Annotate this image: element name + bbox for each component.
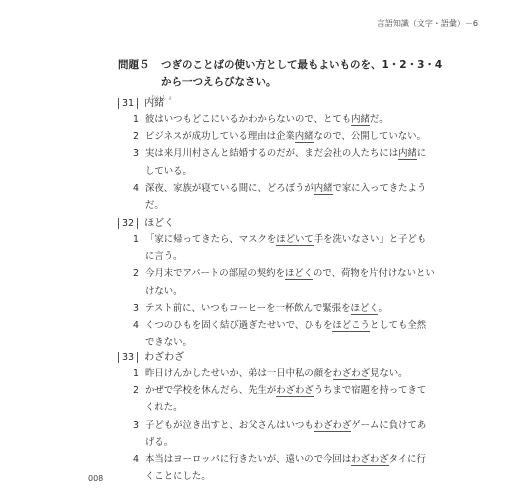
option-1 (118, 365, 458, 382)
option-4 (118, 317, 458, 351)
option-after: ので、荷物を片付けないといけない。 (145, 268, 435, 297)
option-after: うちまで宿題を持ってきてくれた。 (145, 385, 427, 414)
option-after: としても全然できない。 (145, 320, 427, 349)
option-text (118, 451, 435, 485)
option-3 (118, 300, 458, 317)
question-32 (118, 216, 458, 351)
option-target: ほどこう (332, 320, 370, 332)
option-3 (118, 145, 458, 179)
option-1 (118, 231, 458, 265)
option-target: 内緒 (398, 148, 417, 160)
question-word: 内緒 (144, 98, 165, 109)
option-after: 。 (378, 302, 388, 314)
option-text (118, 365, 435, 382)
option-2 (118, 382, 458, 416)
option-1 (118, 111, 458, 128)
option-before: くつのひもを固く結び過ぎたせいで、ひもを (145, 320, 333, 332)
option-text (118, 231, 435, 265)
option-text (118, 145, 435, 179)
question-number: 33 (118, 352, 138, 363)
option-target: わざわざ (276, 385, 314, 397)
option-text (118, 265, 435, 299)
option-number: 4 (133, 454, 139, 466)
question-31 (118, 96, 458, 214)
option-after: タイに行くことにした。 (145, 454, 426, 483)
option-after: だ。 (369, 114, 389, 125)
option-before: 子どもが泣き出すと、お父さんはいつも (145, 419, 314, 431)
option-before: ビジネスが成功している理由は企業 (145, 131, 295, 143)
question-head (118, 350, 458, 365)
option-number: 3 (133, 148, 139, 160)
question-word: ほどく (144, 218, 175, 229)
option-before: 「家に帰ってきたら、マスクを (145, 234, 277, 245)
option-target: わざわざ (332, 368, 371, 379)
option-before: 今月末でアパートの部屋の契約を (145, 268, 285, 280)
option-text (118, 317, 435, 351)
option-target: わざわざ (313, 419, 352, 431)
page-number: 008 (88, 474, 104, 483)
problem-number: 問題５ (118, 59, 150, 71)
option-target: 内緒 (313, 182, 333, 194)
option-4 (118, 180, 458, 214)
option-target: 内緒 (351, 114, 370, 125)
option-after: ゲームに負けてあげる。 (145, 419, 427, 448)
question-head (118, 216, 458, 231)
page-header: 言語知識（文字・語彙）－6 (376, 19, 478, 28)
option-target: ほどく (350, 302, 379, 314)
option-number: 2 (133, 385, 139, 397)
option-target: ほどく (284, 268, 314, 280)
option-after: にしている。 (145, 148, 427, 177)
option-target: 内緒 (294, 131, 314, 143)
option-text (118, 180, 435, 214)
question-head (118, 96, 458, 111)
option-before: 昨日けんかしたせいか、弟は一日中私の顔を (145, 368, 333, 379)
option-before: 実は来月川村さんと結婚するのだが、まだ会社の人たちには (145, 148, 399, 160)
option-target: わざわざ (351, 454, 389, 466)
option-2 (118, 128, 458, 145)
question-number: 31 (118, 98, 138, 109)
option-before: かぜで学校を休んだら、先生が (145, 385, 277, 397)
option-target: ほどいて (276, 234, 314, 245)
option-2 (118, 265, 458, 299)
option-after: 手を洗いなさい」と子どもに言う。 (145, 234, 427, 263)
option-text (118, 111, 435, 128)
option-before: 深夜、家族が寝ている間に、どろぼうが (145, 182, 314, 194)
option-number: 1 (133, 234, 139, 245)
option-before: 彼はいつもどこにいるかわからないので、とても (145, 114, 352, 125)
question-33 (118, 350, 458, 485)
option-number: 4 (133, 320, 139, 332)
question-furigana: ないしょ (151, 95, 174, 101)
option-after: で家に入ってきたようだ。 (145, 182, 427, 212)
question-number: 32 (118, 218, 138, 229)
option-number: 1 (133, 368, 139, 379)
problem-title (118, 57, 448, 91)
problem-instruction: つぎのことばの使い方として最もよいものを、1・2・3・4から一つえらびなさい。 (161, 59, 443, 88)
option-text (118, 382, 435, 416)
question-word: わざわざ (144, 352, 185, 363)
option-text (118, 300, 435, 317)
option-number: 2 (133, 131, 139, 143)
option-number: 2 (133, 268, 139, 280)
option-number: 3 (133, 419, 139, 431)
option-before: 本当はヨーロッパに行きたいが、遠いので今回は (145, 454, 352, 466)
option-text (118, 128, 435, 145)
option-number: 4 (133, 182, 139, 194)
option-after: 見ない。 (370, 368, 408, 379)
option-text (118, 417, 435, 451)
option-number: 1 (133, 114, 139, 125)
option-before: テスト前に、いつもコーヒーを一杯飲んで緊張を (145, 302, 351, 314)
option-after: なので、公開していない。 (313, 131, 426, 143)
option-3 (118, 417, 458, 451)
option-number: 3 (133, 302, 139, 314)
option-4 (118, 451, 458, 485)
